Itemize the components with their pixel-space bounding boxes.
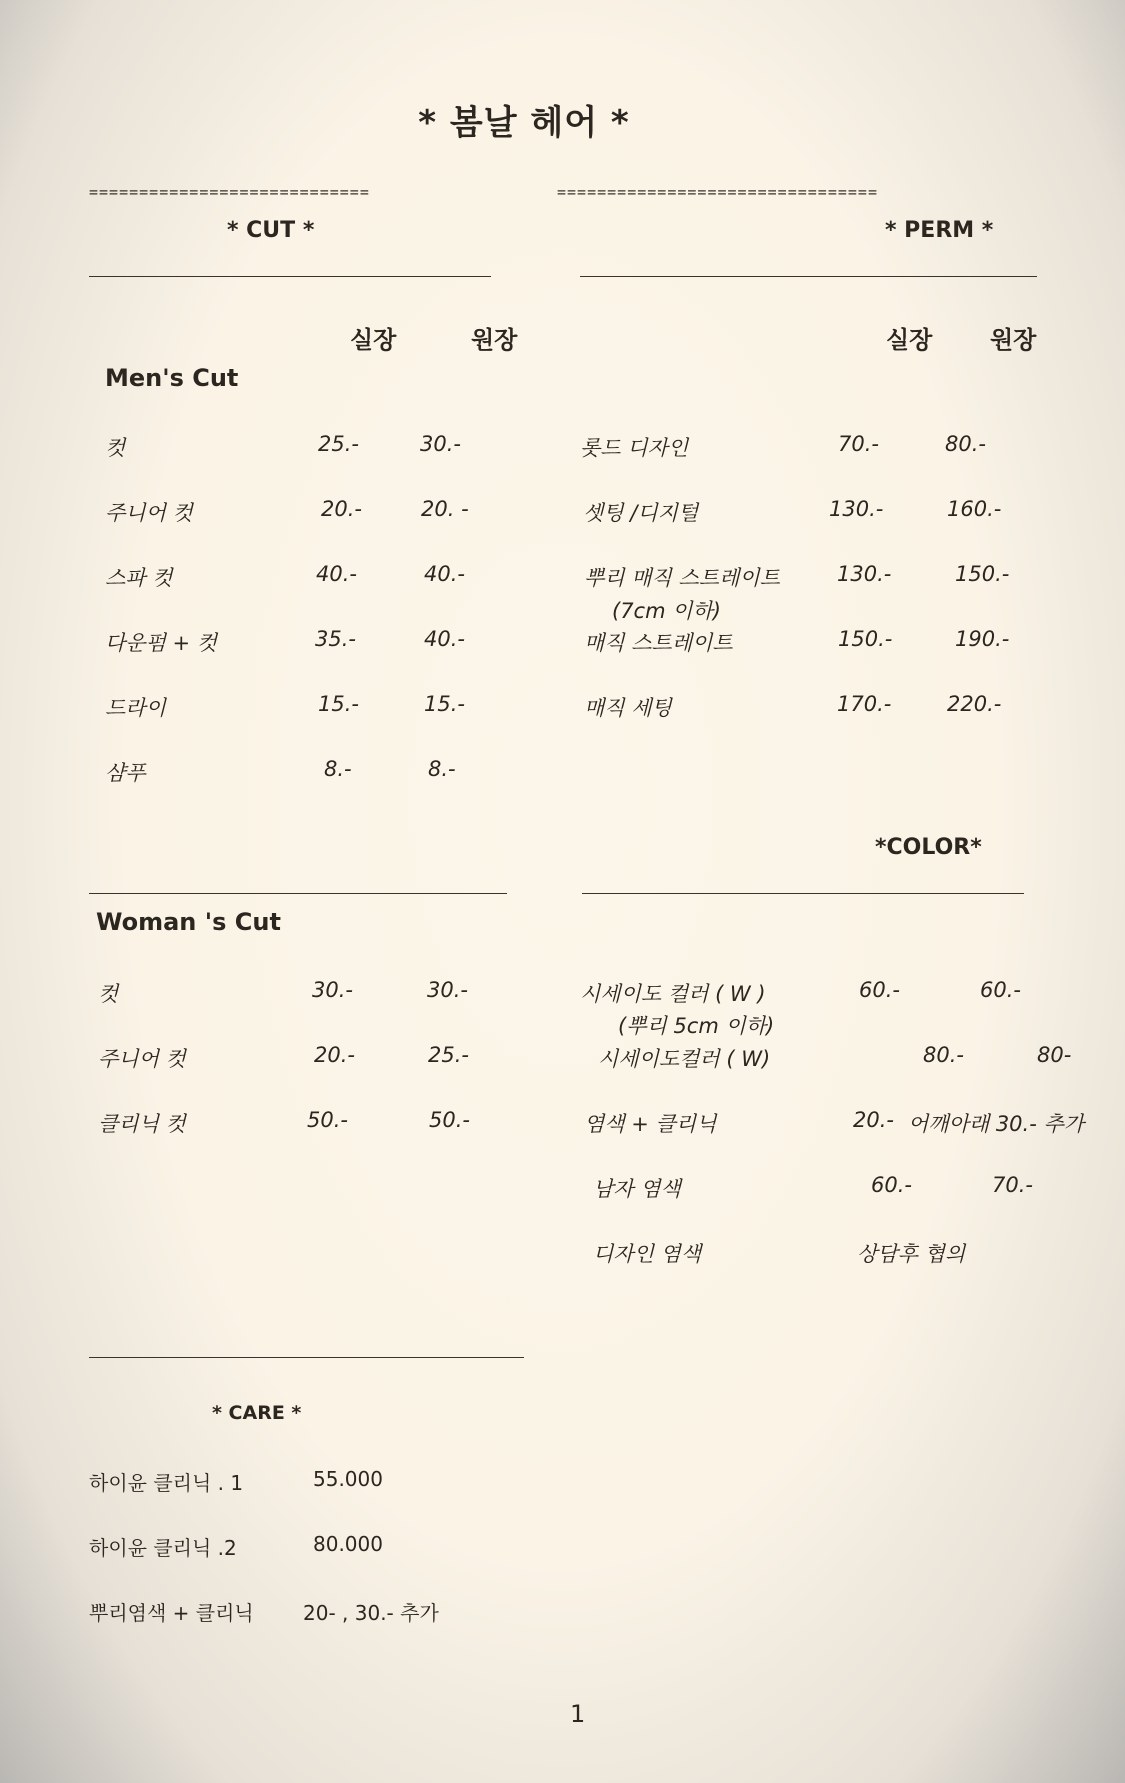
womens-cut-rule	[89, 893, 507, 894]
color-header-rule	[582, 893, 1024, 894]
list-item-name: 디자인 염색	[593, 1242, 702, 1266]
list-item-price-silver: 35.-	[315, 627, 356, 651]
list-item-price-director: 30.-	[420, 432, 461, 456]
menu-title: * 봄날 헤어 *	[418, 103, 630, 143]
list-item-price-silver: 30.-	[312, 978, 353, 1002]
cut-header-rule	[89, 276, 491, 277]
list-item-name: 뿌리 매직 스트레이트	[584, 566, 780, 590]
list-item-price-director: 50.-	[429, 1108, 470, 1132]
list-item-name: 시세이도 컬러 ( W )	[580, 982, 766, 1006]
list-item-name: 클리닉 컷	[98, 1112, 186, 1136]
list-item-price-director: 80-	[1037, 1043, 1072, 1067]
list-item-name: 하이윤 클리닉 .2	[89, 1536, 237, 1560]
list-item-price-silver: 170.-	[837, 692, 892, 716]
list-item-price-director: 15.-	[424, 692, 465, 716]
perm-col-silver: 실장	[886, 326, 933, 354]
list-item-price-silver: 15.-	[318, 692, 359, 716]
list-item-price-director: 60.-	[980, 978, 1021, 1002]
list-item-note: (뿌리 5cm 이하)	[618, 1014, 775, 1038]
cut-col-director: 원장	[471, 326, 518, 354]
perm-section-header: * PERM *	[885, 218, 994, 243]
color-section-header: *COLOR*	[875, 835, 982, 860]
list-item-price-silver: 8.-	[324, 757, 352, 781]
list-item-name: 염색 + 클리닉	[584, 1112, 717, 1136]
list-item-price-director: 80.-	[945, 432, 986, 456]
list-item-price-silver: 130.-	[829, 497, 884, 521]
list-item-price-silver: 60.-	[859, 978, 900, 1002]
list-item-price-silver: 150.-	[838, 627, 893, 651]
list-item-name: 매직 세팅	[584, 696, 672, 720]
list-item-name: 뿌리염색 + 클리닉	[89, 1601, 254, 1625]
list-item-name: 시세이도컬러 ( W)	[598, 1047, 771, 1071]
list-item-price-silver: 40.-	[316, 562, 357, 586]
list-item-name: 주니어 컷	[98, 1047, 186, 1071]
separator-right: ================================	[557, 183, 878, 201]
list-item-price: 55.000	[313, 1467, 383, 1491]
separator-left: ============================	[89, 183, 370, 201]
cut-col-silver: 실장	[350, 326, 397, 354]
list-item-price-director: 어깨아래 30.- 추가	[908, 1112, 1085, 1136]
list-item-price-director: 150.-	[955, 562, 1010, 586]
list-item-name: 스파 컷	[105, 566, 173, 590]
list-item-price-director: 70.-	[992, 1173, 1033, 1197]
list-item-price-director: 40.-	[424, 562, 465, 586]
list-item-price-director: 40.-	[424, 627, 465, 651]
list-item-price-director: 8.-	[428, 757, 456, 781]
list-item-price-director: 220.-	[947, 692, 1002, 716]
list-item-price-silver: 70.-	[838, 432, 879, 456]
mens-cut-title: Men's Cut	[105, 364, 239, 392]
list-item-note: (7cm 이하)	[612, 599, 721, 623]
care-rule	[89, 1357, 524, 1358]
list-item-name: 주니어 컷	[105, 501, 193, 525]
list-item-name: 남자 염색	[593, 1177, 681, 1201]
list-item-price-director: 30.-	[427, 978, 468, 1002]
list-item-price-silver: 130.-	[837, 562, 892, 586]
list-item-price: 20- , 30.- 추가	[303, 1601, 439, 1625]
list-item-name: 컷	[98, 982, 119, 1006]
list-item-name: 매직 스트레이트	[584, 631, 733, 655]
list-item-price-silver: 20.-	[853, 1108, 894, 1132]
list-item-name: 샴푸	[105, 761, 146, 785]
care-section-header: * CARE *	[212, 1402, 302, 1424]
womens-cut-title: Woman 's Cut	[96, 908, 281, 936]
list-item-price-silver: 20.-	[314, 1043, 355, 1067]
list-item-price-director: 25.-	[428, 1043, 469, 1067]
list-item-price-director: 190.-	[955, 627, 1010, 651]
perm-header-rule	[580, 276, 1037, 277]
list-item-name: 드라이	[105, 696, 166, 720]
page-number: 1	[570, 1700, 586, 1728]
list-item-price-consult: 상담후 협의	[857, 1242, 966, 1266]
list-item-name: 컷	[105, 436, 126, 460]
list-item-price-director: 160.-	[947, 497, 1002, 521]
list-item-name: 하이윤 클리닉 . 1	[89, 1471, 244, 1495]
list-item-price-silver: 80.-	[923, 1043, 964, 1067]
list-item-name: 롯드 디자인	[580, 436, 689, 460]
list-item-price-director: 20. -	[421, 497, 469, 521]
list-item-price-silver: 20.-	[321, 497, 362, 521]
list-item-price-silver: 25.-	[318, 432, 359, 456]
list-item-name: 다운펌 + 컷	[105, 631, 218, 655]
cut-section-header: * CUT *	[227, 218, 315, 243]
list-item-name: 셋팅 /디지털	[583, 501, 699, 525]
perm-col-director: 원장	[990, 326, 1037, 354]
list-item-price-silver: 60.-	[871, 1173, 912, 1197]
list-item-price: 80.000	[313, 1532, 383, 1556]
list-item-price-silver: 50.-	[307, 1108, 348, 1132]
